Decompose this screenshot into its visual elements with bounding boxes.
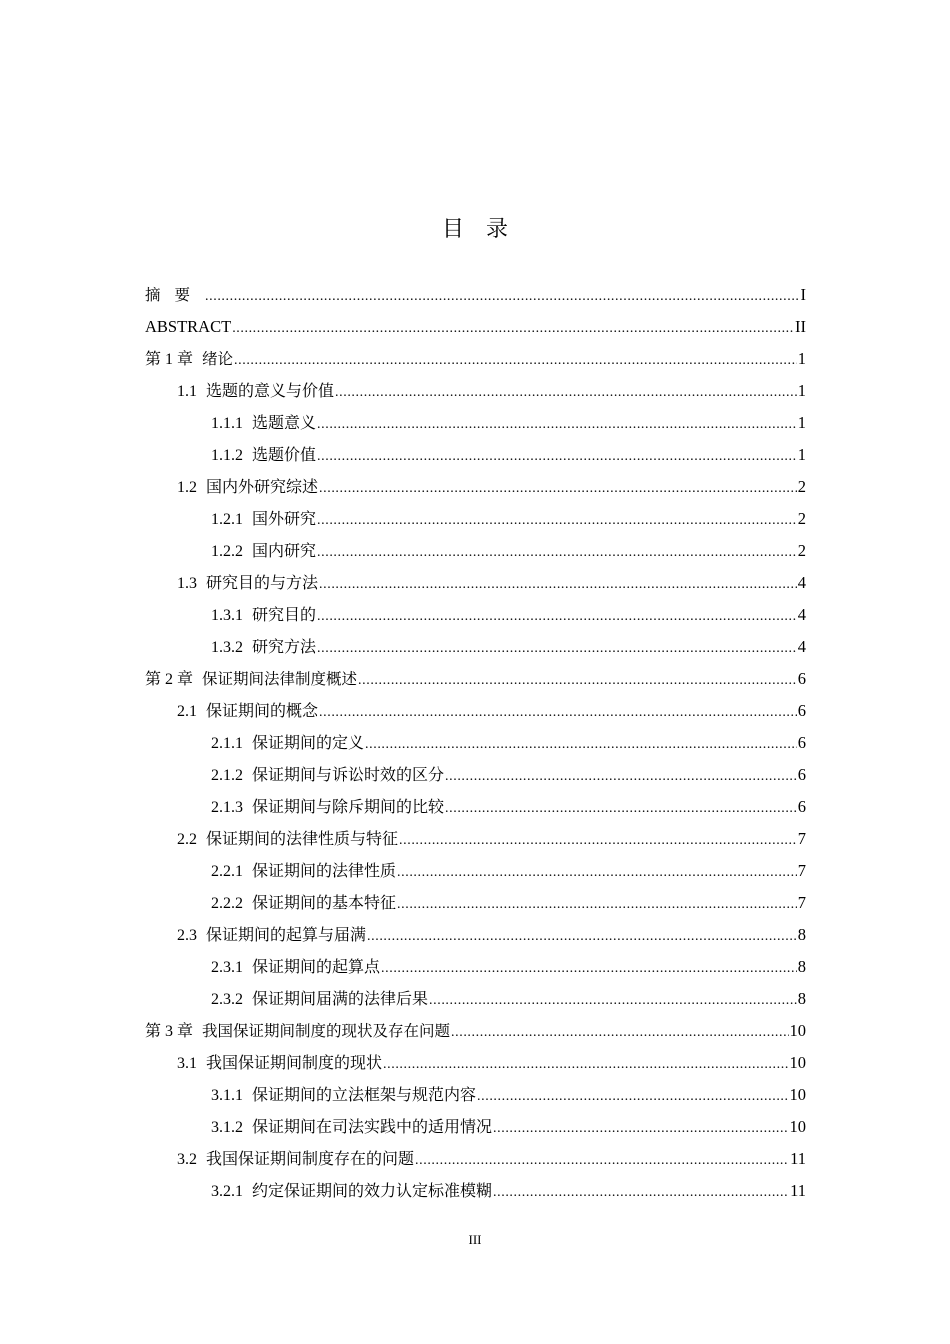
- dot-leader: [234, 345, 797, 377]
- toc-entry-page: 6: [797, 765, 806, 784]
- toc-entry-label: 保证期间的法律性质与特征: [206, 829, 399, 848]
- toc-entry[interactable]: [145, 1047, 806, 1079]
- toc-entry-number: 1.2.1: [211, 511, 243, 528]
- toc-entry-number: 2.2: [177, 831, 197, 848]
- toc-entry[interactable]: [145, 791, 806, 823]
- toc-entry-page: 4: [797, 605, 806, 624]
- dot-leader: [317, 441, 797, 473]
- toc-entry[interactable]: [145, 1015, 806, 1047]
- toc-entry-label: 保证期间的法律性质: [252, 861, 397, 880]
- toc-entry-page: 8: [797, 925, 806, 944]
- toc-entry-page: 2: [797, 477, 806, 496]
- toc-entry-page: 10: [789, 1117, 806, 1136]
- toc-entry-page: 10: [789, 1021, 806, 1040]
- page-number: III: [468, 1232, 482, 1247]
- toc-entry-page: 10: [789, 1085, 806, 1104]
- toc-entry-number: 1.1.2: [211, 447, 243, 464]
- toc-entry-label: 保证期间的起算与届满: [206, 925, 367, 944]
- toc-entry-label: 国外研究: [252, 509, 317, 528]
- toc-entry-page: 6: [797, 797, 806, 816]
- toc-entry-label: 研究方法: [252, 637, 317, 656]
- toc-entry-label: 约定保证期间的效力认定标准模糊: [252, 1181, 493, 1200]
- toc-entry[interactable]: [145, 1143, 806, 1175]
- dot-leader: [319, 697, 797, 729]
- dot-leader: [383, 1049, 788, 1081]
- toc-entry-page: I: [800, 285, 806, 304]
- toc-entry-page: 8: [797, 957, 806, 976]
- toc-entry[interactable]: [145, 1079, 806, 1111]
- dot-leader: [358, 665, 797, 697]
- toc-entry-label: 国内外研究综述: [206, 477, 319, 496]
- toc-entry-number: 2.3.2: [211, 991, 243, 1008]
- toc-entry-label: 保证期间的基本特征: [252, 893, 397, 912]
- toc-entry-number: 2.3.1: [211, 959, 243, 976]
- toc-entry-label: 研究目的: [252, 605, 317, 624]
- toc-entry-page: 6: [797, 669, 806, 688]
- toc-entry[interactable]: [145, 1111, 806, 1143]
- toc-entry-label: 保证期间在司法实践中的适用情况: [252, 1117, 493, 1136]
- toc-entry[interactable]: [145, 951, 806, 983]
- dot-leader: [381, 953, 797, 985]
- toc-entry-page: 11: [790, 1149, 806, 1168]
- dot-leader: [429, 985, 797, 1017]
- toc-entry-label: 保证期间与诉讼时效的区分: [252, 765, 445, 784]
- toc-entry-page: 10: [789, 1053, 806, 1072]
- toc-entry-page: 6: [797, 701, 806, 720]
- toc-entry[interactable]: [145, 311, 806, 343]
- toc-entry-number: 2.1.3: [211, 799, 243, 816]
- toc-entry-number: 第 3 章: [145, 1023, 194, 1040]
- toc-entry-number: 2.3: [177, 927, 197, 944]
- toc-entry-number: 3.1.1: [211, 1087, 243, 1104]
- dot-leader: [445, 761, 797, 793]
- toc-entry-number: 1.3.2: [211, 639, 243, 656]
- dot-leader: [335, 377, 797, 409]
- toc-entry-number: 第 2 章: [145, 671, 194, 688]
- dot-leader: [319, 569, 797, 601]
- toc-entry-page: 7: [797, 829, 806, 848]
- dot-leader: [415, 1145, 789, 1177]
- dot-leader: [493, 1177, 789, 1209]
- toc-entry[interactable]: [145, 1175, 806, 1207]
- toc-entry-number: 第 1 章: [145, 351, 194, 368]
- toc-entry-number: 1.3.1: [211, 607, 243, 624]
- toc-entry-label: 保证期间法律制度概述: [202, 670, 358, 688]
- dot-leader: [319, 473, 797, 505]
- toc-entry[interactable]: [145, 727, 806, 759]
- toc-entry[interactable]: [145, 439, 806, 471]
- toc-entry-page: 1: [797, 445, 806, 464]
- toc-entry[interactable]: [145, 535, 806, 567]
- dot-leader: [477, 1081, 788, 1113]
- toc-entry-label: 保证期间的定义: [252, 733, 365, 752]
- toc-entry-page: 2: [797, 509, 806, 528]
- toc-entry-label: 国内研究: [252, 541, 317, 560]
- toc-entry-label: 摘要: [145, 286, 205, 304]
- toc-entry-number: 3.2: [177, 1151, 197, 1168]
- toc-entry-label: 绪论: [202, 350, 234, 368]
- toc-entry-number: 2.1.2: [211, 767, 243, 784]
- toc-entry-number: 2.2.2: [211, 895, 243, 912]
- toc-entry[interactable]: [145, 663, 806, 695]
- dot-leader: [317, 537, 797, 569]
- dot-leader: [232, 313, 794, 345]
- toc-entry-number: 2.2.1: [211, 863, 243, 880]
- dot-leader: [365, 729, 797, 761]
- toc-entry-page: II: [795, 317, 806, 336]
- dot-leader: [493, 1113, 788, 1145]
- toc-entry-label: 保证期间的概念: [206, 701, 319, 720]
- toc-entry[interactable]: [145, 279, 806, 311]
- toc-entry[interactable]: [145, 471, 806, 503]
- toc-entry-number: 3.2.1: [211, 1183, 243, 1200]
- toc-entry[interactable]: [145, 599, 806, 631]
- toc-entry-page: 7: [797, 893, 806, 912]
- toc-entry-page: 1: [797, 413, 806, 432]
- toc-entry-number: 2.1.1: [211, 735, 243, 752]
- toc-entry-page: 1: [797, 381, 806, 400]
- toc-entry-number: 1.2.2: [211, 543, 243, 560]
- toc-entry-page: 8: [797, 989, 806, 1008]
- toc-entry[interactable]: [145, 695, 806, 727]
- toc-entry-page: 2: [797, 541, 806, 560]
- toc-entry-label: 选题的意义与价值: [206, 381, 335, 400]
- toc-entry[interactable]: [145, 855, 806, 887]
- toc-entry[interactable]: [145, 503, 806, 535]
- toc-entry-label: 我国保证期间制度的现状及存在问题: [202, 1022, 451, 1040]
- toc-entry-number: 1.2: [177, 479, 197, 496]
- table-of-contents: [145, 279, 806, 1207]
- toc-entry-page: 4: [797, 573, 806, 592]
- toc-entry[interactable]: [145, 407, 806, 439]
- toc-entry-number: 3.1.2: [211, 1119, 243, 1136]
- toc-entry-label: 选题价值: [252, 445, 317, 464]
- toc-entry-label: 保证期间与除斥期间的比较: [252, 797, 445, 816]
- toc-entry-label: 保证期间届满的法律后果: [252, 989, 429, 1008]
- toc-entry[interactable]: [145, 983, 806, 1015]
- dot-leader: [397, 857, 797, 889]
- toc-entry-label: ABSTRACT: [145, 317, 232, 336]
- dot-leader: [317, 633, 797, 665]
- toc-entry-label: 我国保证期间制度的现状: [206, 1053, 383, 1072]
- toc-entry-label: 选题意义: [252, 413, 317, 432]
- dot-leader: [205, 281, 799, 313]
- toc-entry[interactable]: [145, 567, 806, 599]
- dot-leader: [397, 889, 797, 921]
- toc-entry-page: 7: [797, 861, 806, 880]
- toc-entry[interactable]: [145, 919, 806, 951]
- toc-title: 目录: [441, 217, 530, 242]
- dot-leader: [399, 825, 797, 857]
- toc-entry-number: 3.1: [177, 1055, 197, 1072]
- toc-entry-label: 保证期间的立法框架与规范内容: [252, 1085, 477, 1104]
- toc-entry-number: 1.1: [177, 383, 197, 400]
- toc-entry-label: 研究目的与方法: [206, 573, 319, 592]
- toc-entry-number: 2.1: [177, 703, 197, 720]
- toc-entry-number: 1.1.1: [211, 415, 243, 432]
- toc-entry[interactable]: [145, 823, 806, 855]
- toc-entry[interactable]: [145, 631, 806, 663]
- toc-entry[interactable]: [145, 375, 806, 407]
- dot-leader: [317, 409, 797, 441]
- dot-leader: [367, 921, 797, 953]
- toc-entry-number: 1.3: [177, 575, 197, 592]
- toc-entry[interactable]: [145, 759, 806, 791]
- toc-entry[interactable]: [145, 343, 806, 375]
- dot-leader: [451, 1017, 788, 1049]
- dot-leader: [445, 793, 797, 825]
- toc-entry[interactable]: [145, 887, 806, 919]
- toc-entry-page: 1: [797, 349, 806, 368]
- toc-entry-label: 我国保证期间制度存在的问题: [206, 1149, 415, 1168]
- toc-entry-page: 4: [797, 637, 806, 656]
- toc-entry-label: 保证期间的起算点: [252, 957, 381, 976]
- dot-leader: [317, 601, 797, 633]
- toc-entry-page: 6: [797, 733, 806, 752]
- toc-entry-page: 11: [790, 1181, 806, 1200]
- dot-leader: [317, 505, 797, 537]
